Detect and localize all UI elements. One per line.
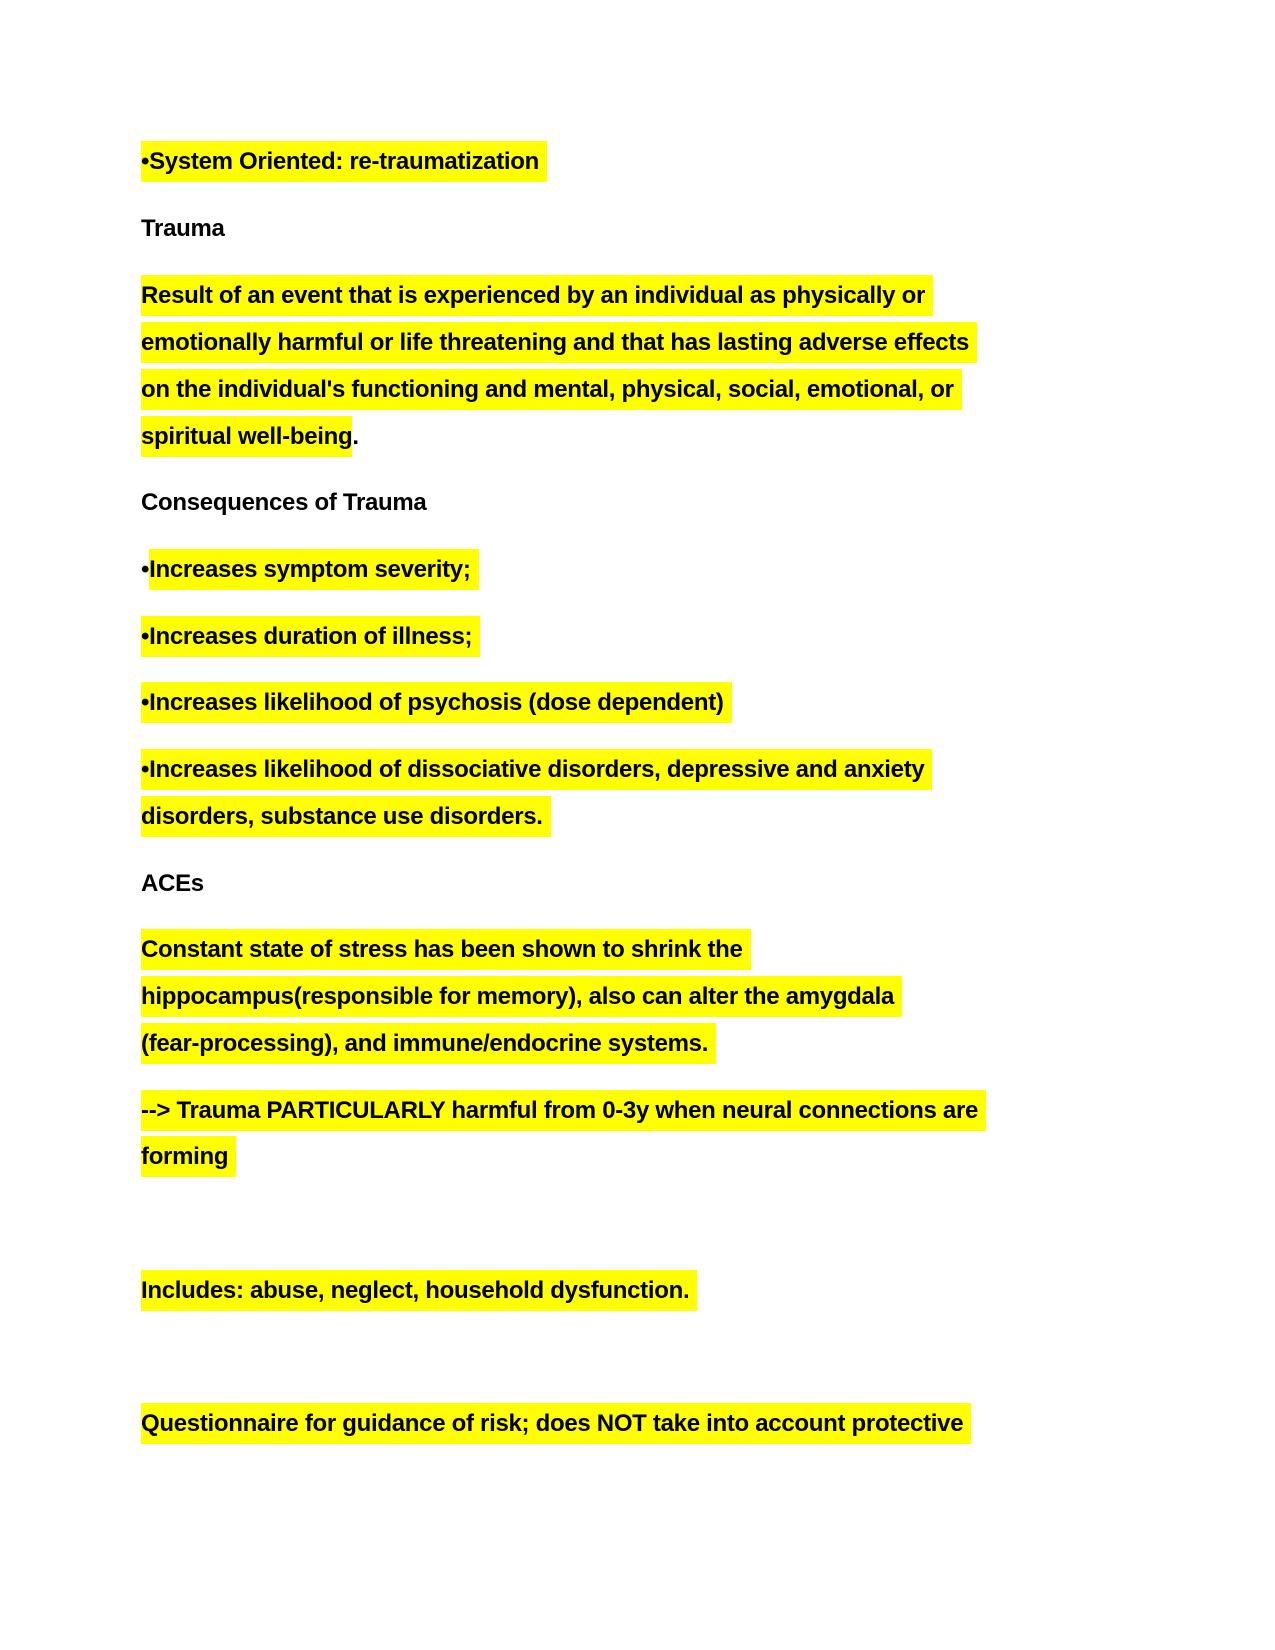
definition-line-3: on the individual's functioning and mental, physical, social, emotional, or — [141, 369, 962, 410]
aces-note-line-1: --> Trauma PARTICULARLY harmful from 0-3y when neural connections are — [141, 1090, 986, 1131]
includes-line: Includes: abuse, neglect, household dysfunction. — [141, 1270, 697, 1311]
aces-line-1: Constant state of stress has been shown to shrink the — [141, 929, 751, 970]
questionnaire-line: Questionnaire for guidance of risk; does NOT take into account protective — [141, 1403, 971, 1444]
bullet-system-oriented: •System Oriented: re-traumatization — [141, 141, 547, 182]
definition-line-4: spiritual well-being. — [141, 416, 359, 457]
heading-aces: ACEs — [141, 870, 204, 897]
definition-line-1: Result of an event that is experienced by an individual as physically or — [141, 275, 933, 316]
consequence-1: •Increases symptom severity; — [141, 549, 479, 590]
aces-note-line-2: forming — [141, 1136, 236, 1177]
consequence-4b: disorders, substance use disorders. — [141, 796, 551, 837]
aces-line-3: (fear-processing), and immune/endocrine systems. — [141, 1023, 716, 1064]
heading-consequences: Consequences of Trauma — [141, 489, 427, 516]
consequence-4a: •Increases likelihood of dissociative disorders, depressive and anxiety — [141, 749, 932, 790]
heading-trauma: Trauma — [141, 215, 225, 242]
consequence-2: •Increases duration of illness; — [141, 616, 480, 657]
aces-line-2: hippocampus(responsible for memory), also can alter the amygdala — [141, 976, 902, 1017]
consequence-3: •Increases likelihood of psychosis (dose dependent) — [141, 682, 732, 723]
definition-line-2: emotionally harmful or life threatening and that has lasting adverse effects — [141, 322, 977, 363]
